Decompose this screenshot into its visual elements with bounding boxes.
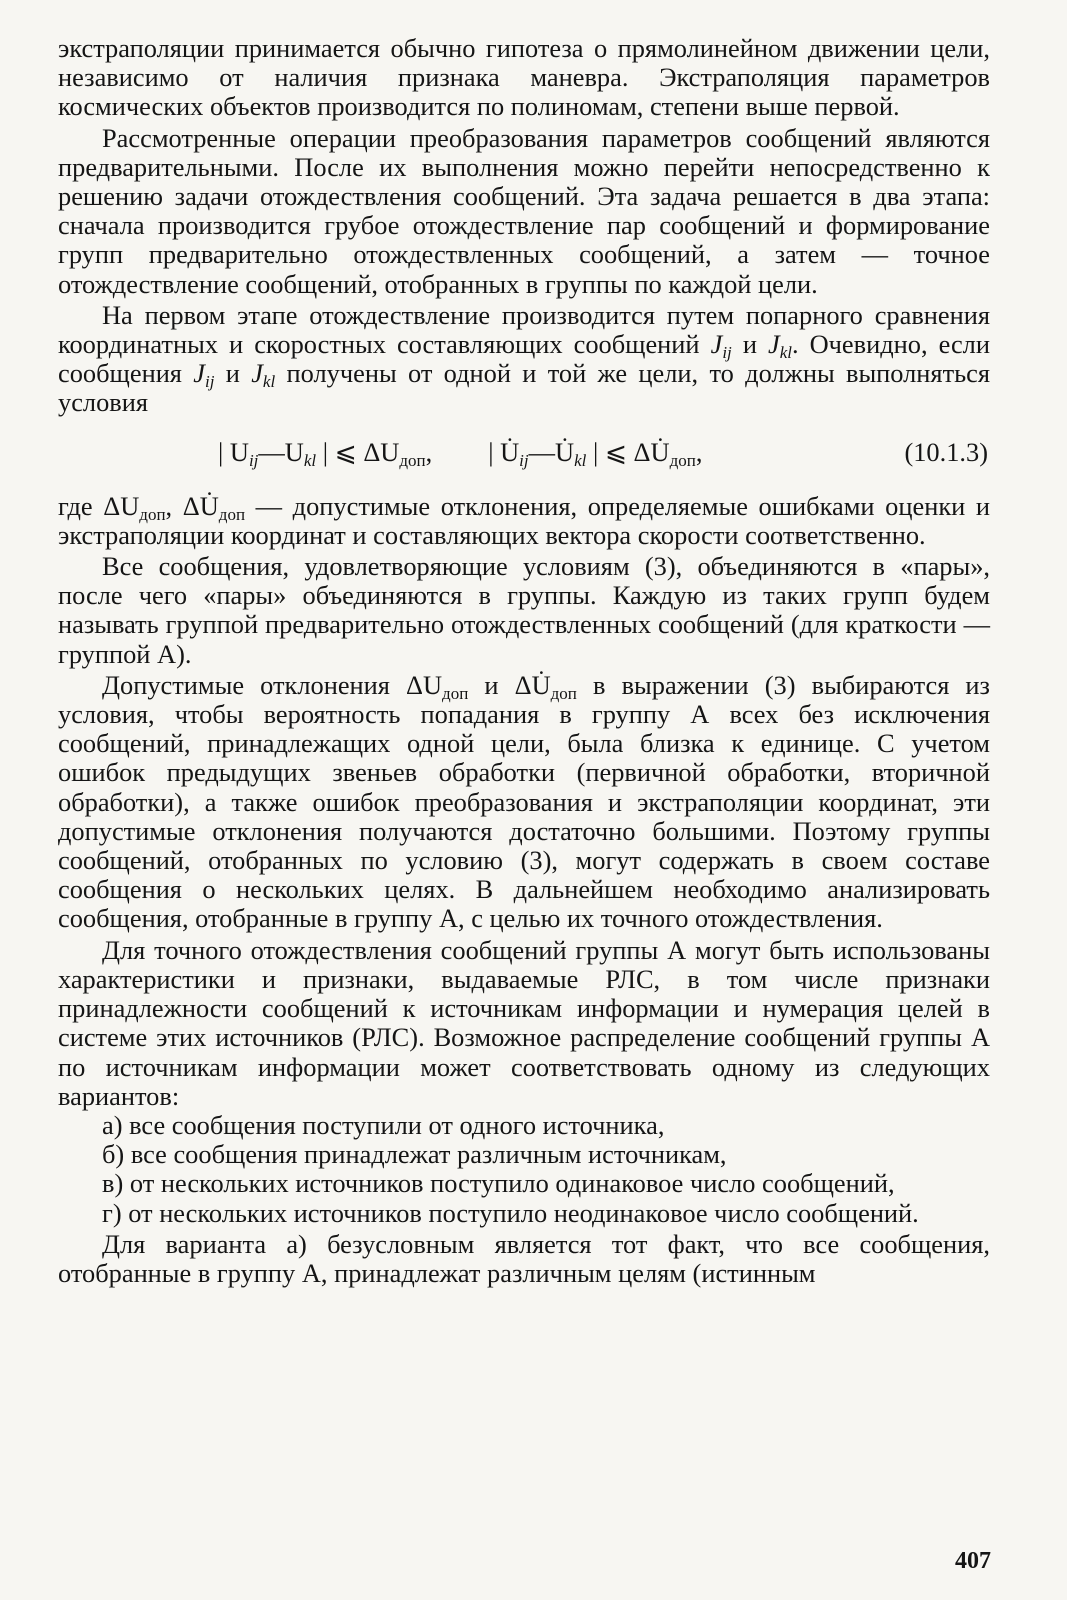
equation-number: (10.1.3) xyxy=(904,436,988,467)
p3-text-b: . Очевидно, если сообщения xyxy=(58,329,990,389)
equation-body: | $U_{ij}—U_{kl}$ | ⩽ $\Delta U_{доп}$, | $U̇_{ij}—U̇_{kl}$ | ⩽ $\Delta U̇_{доп}$, xyxy=(218,436,703,470)
symbol-j-kl-2: $J_{kl}$ xyxy=(251,358,276,392)
equation-10-1-3 xyxy=(58,422,990,486)
paragraph-8: Для варианта а) безусловным является тот факт, что все сообщения, отобранные в группу А, принадлежат различным целям (истинным xyxy=(58,1228,990,1288)
page-number: 407 xyxy=(955,1548,991,1574)
p3-and-2: и xyxy=(214,358,252,389)
symbol-j-kl: $J_{kl}$ xyxy=(767,329,792,363)
list-item-b: б) все сообщения принадлежат различным источникам, xyxy=(102,1139,727,1170)
paragraph-7: Для точного отождествления сообщений группы А могут быть использованы характеристики и признаки, выдаваемые РЛС, в том числе признаки принадлежности сообщений к источникам информации и нумерация целей в системе этих источников (РЛС). Возможное распределение сообщений группы А по источникам информации может соответствовать одному из следующих вариантов: xyxy=(58,934,990,1111)
symbol-j-ij-2: $J_{ij}$ xyxy=(193,358,215,392)
list-item-a: а) все сообщения поступили от одного источника, xyxy=(102,1109,665,1140)
paragraph-2: Рассмотренные операции преобразования параметров сообщений являются предварительными. После их выполнения можно перейти непосредственно к решению задачи отождествления сообщений. Эта задача решается в два этапа: сначала производится грубое отождествление пар сообщений и формирование групп предварительно отождествленных сообщений, а затем — точное отождествление сообщений, отобранных в группы по каждой цели. xyxy=(58,122,990,299)
body-text xyxy=(58,34,990,1288)
p3-and: и xyxy=(731,329,768,360)
paragraph-6: Допустимые отклонения $\Delta U_{доп}$ и $\Delta U̇_{доп}$ в выражении (3) выбираются из условия, чтобы вероятность попадания в группу А всех без исключения сообщений, принадлежащих одной цели, была близка к единице. С учетом ошибок предыдущих звеньев обработки (первичной обработки, вторичной обработки), а также ошибок преобразования и экстраполяции координат, эти допустимые отклонения получаются достаточно большими. Поэтому группы сообщений, отобранных по условию (3), могут содержать в своем составе сообщения о нескольких целях. В дальнейшем необходимо анализировать сообщения, отобранные в группу А, с целью их точного отождествления. xyxy=(58,669,990,934)
paragraph-4: где $\Delta U_{доп}$, $\Delta U̇_{доп}$ — допустимые отклонения, определяемые ошибками оценки и экстраполяции координат и составляющих вектора скорости соответственно. xyxy=(58,490,990,550)
symbol-j-ij: $J_{ij}$ xyxy=(710,329,732,363)
p3-text-a: На первом этапе отождествление производится путем попарного сравнения координатных и скоростных составляющих сообщений xyxy=(58,299,990,360)
paragraph-3 xyxy=(58,301,990,418)
list-item-d: г) от нескольких источников поступило неодинаковое число сообщений. xyxy=(102,1197,919,1228)
paragraph-5: Все сообщения, удовлетворяющие условиям (3), объединяются в «пары», после чего «пары» объединяются в группы. Каждую из таких групп будем называть группой предварительно отождествленных сообщений (для краткости — группой А). xyxy=(58,551,990,669)
p3-text-c: получены от одной и той же цели, то должны выполняться условия xyxy=(58,358,990,418)
paragraph-1: экстраполяции принимается обычно гипотеза о прямолинейном движении цели, независимо от наличия признака маневра. Экстраполяция параметров космических объектов производится по полиномам, степени выше первой. xyxy=(58,33,990,122)
list-item-c: в) от нескольких источников поступило одинаковое число сообщений, xyxy=(102,1168,895,1199)
